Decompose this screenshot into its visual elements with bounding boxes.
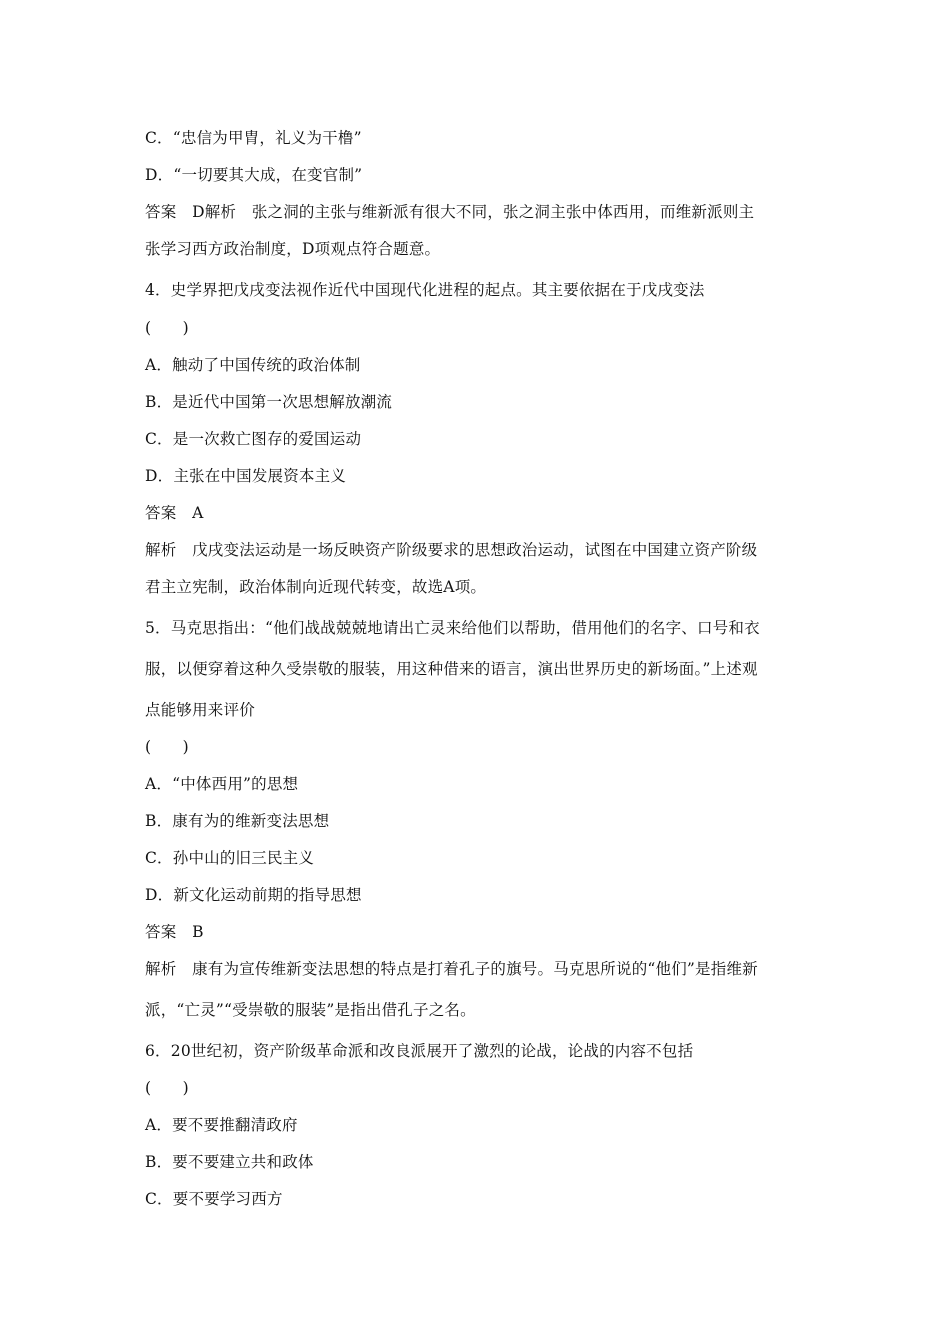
explanation-q5-cont: 派，“亡灵”“受崇敬的服装”是指出借孔子之名。 <box>145 1001 476 1019</box>
answer-explanation-q3-cont: 张学习西方政治制度，D项观点符合题意。 <box>145 240 441 258</box>
answer-q4: 答案 A <box>145 504 204 522</box>
answer-blank-q4: ( ) <box>145 319 189 337</box>
option-b-q4: B．是近代中国第一次思想解放潮流 <box>145 393 393 411</box>
answer-blank-q6: ( ) <box>145 1079 189 1097</box>
question-5: 5．马克思指出：“他们战战兢兢地请出亡灵来给他们以帮助，借用他们的名字、口号和衣 <box>145 619 760 637</box>
option-d-q4: D．主张在中国发展资本主义 <box>145 467 347 485</box>
option-c-q5: C．孙中山的旧三民主义 <box>145 849 315 867</box>
option-c-q4: C．是一次救亡图存的爱国运动 <box>145 430 362 448</box>
answer-explanation-q3: 答案 D解析 张之洞的主张与维新派有很大不同，张之洞主张中体西用，而维新派则主 <box>145 203 755 221</box>
answer-q5: 答案 B <box>145 923 204 941</box>
option-d-q5: D．新文化运动前期的指导思想 <box>145 886 362 904</box>
question-4: 4．史学界把戊戌变法视作近代中国现代化进程的起点。其主要依据在于戊戌变法 <box>145 281 705 299</box>
explanation-q4: 解析 戊戌变法运动是一场反映资产阶级要求的思想政治运动，试图在中国建立资产阶级 <box>145 541 758 559</box>
explanation-q5: 解析 康有为宣传维新变法思想的特点是打着孔子的旗号。马克思所说的“他们”是指维新 <box>145 960 758 978</box>
question-5-end: 点能够用来评价 <box>145 701 255 719</box>
option-b-q6: B．要不要建立共和政体 <box>145 1153 314 1171</box>
answer-blank-q5: ( ) <box>145 738 189 756</box>
option-c-q6: C．要不要学习西方 <box>145 1190 283 1208</box>
question-5-cont: 服，以便穿着这种久受崇敬的服装，用这种借来的语言，演出世界历史的新场面。”上述观 <box>145 660 758 678</box>
option-b-q5: B．康有为的维新变法思想 <box>145 812 330 830</box>
option-a-q6: A．要不要推翻清政府 <box>145 1116 298 1134</box>
option-a-q5: A．“中体西用”的思想 <box>145 775 299 793</box>
question-6: 6．20世纪初，资产阶级革命派和改良派展开了激烈的论战，论战的内容不包括 <box>145 1042 694 1060</box>
explanation-q4-cont: 君主立宪制，政治体制向近现代转变，故选A项。 <box>145 578 487 596</box>
option-c-q3: C．“忠信为甲胄，礼义为干橹” <box>145 129 362 147</box>
option-d-q3: D．“一切要其大成，在变官制” <box>145 166 363 184</box>
option-a-q4: A．触动了中国传统的政治体制 <box>145 356 361 374</box>
